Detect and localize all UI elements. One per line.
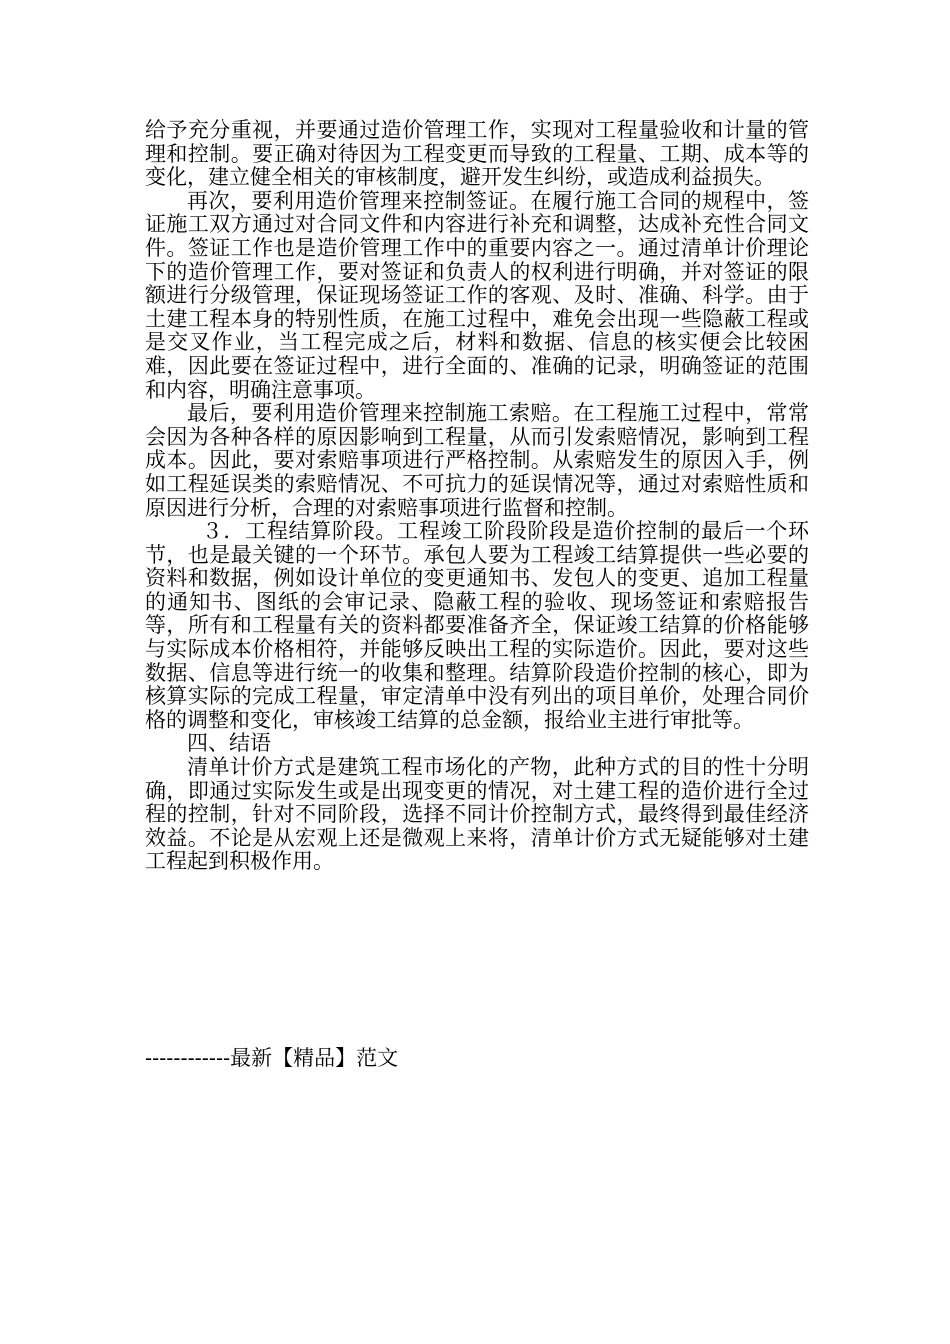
- paragraph-visa-control: 再次，要利用造价管理来控制签证。在履行施工合同的规程中，签证施工双方通过对合同文件和内容进行补充和调整，达成补充性合同文件。签证工作也是造价管理工作中的重要内容之一。通过清单计价理论下的造价管理工作，要对签证和负责人的权利进行明确，并对签证的限额进行分级管理，保证现场签证工作的客观、及时、准确、科学。由于土建工程本身的特别性质，在施工过程中，难免会出现一些隐蔽工程或是交叉作业，当工程完成之后，材料和数据、信息的核实便会比较困难，因此要在签证过程中，进行全面的、准确的记录，明确签证的范围和内容，明确注意事项。: [145, 188, 809, 402]
- document-body: [145, 119, 809, 874]
- paragraph-continuation: 给予充分重视，并要通过造价管理工作，实现对工程量验收和计量的管理和控制。要正确对待因为工程变更而导致的工程量、工期、成本等的变化，建立健全相关的审核制度，避开发生纠纷，或造成利益损失。: [145, 118, 809, 190]
- paragraph-claim-control: 最后，要利用造价管理来控制施工索赔。在工程施工过程中，常常会因为各种各样的原因影响到工程量，从而引发索赔情况，影响到工程成本。因此，要对索赔事项进行严格控制。从索赔发生的原因入手，例如工程延误类的索赔情况、不可抗力的延误情况等，通过对索赔性质和原因进行分析，合理的对索赔事项进行监督和控制。: [145, 401, 809, 520]
- section-heading-conclusion: 四、结语: [187, 731, 271, 756]
- paragraph-settlement-stage: ３．工程结算阶段。工程竣工阶段阶段是造价控制的最后一个环节，也是最关键的一个环节。承包人要为工程竣工结算提供一些必要的资料和数据，例如设计单位的变更通知书、发包人的变更、追加工程量的通知书、图纸的会审记录、隐蔽工程的验收、现场签证和索赔报告等，所有和工程量有关的资料都要准备齐全，保证竣工结算的价格能够与实际成本价格相符，并能够反映出工程的实际造价。因此，要对这些数据、信息等进行统一的收集和整理。结算阶段造价控制的核心，即为核算实际的完成工程量，审定清单中没有列出的项目单价，处理合同价格的调整和变化，审核竣工结算的总金额，报给业主进行审批等。: [145, 519, 809, 732]
- footer-banner: ------------最新【精品】范文: [145, 1046, 399, 1070]
- paragraph-conclusion: 清单计价方式是建筑工程市场化的产物，此种方式的目的性十分明确，即通过实际发生或是出现变更的情况，对土建工程的造价进行全过程的控制，针对不同阶段，选择不同计价控制方式，最终得到最佳经济效益。不论是从宏观上还是微观上来将，清单计价方式无疑能够对土建工程起到积极作用。: [145, 755, 809, 874]
